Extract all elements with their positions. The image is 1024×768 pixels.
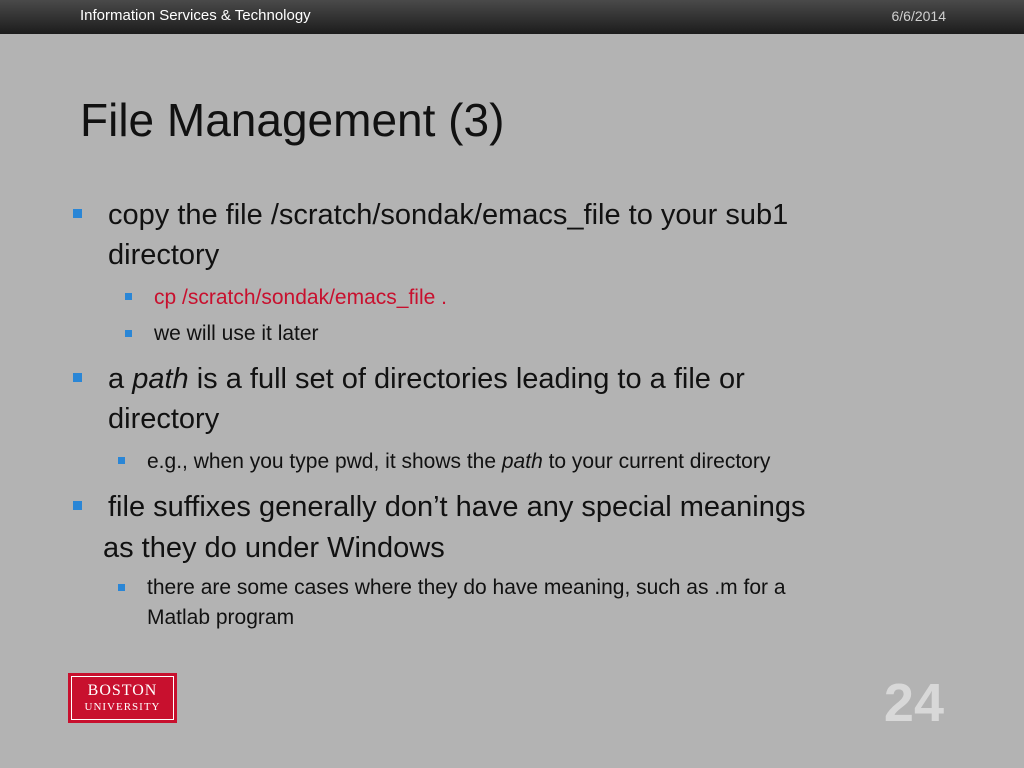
sub-bullet-marker-icon [118, 584, 125, 591]
sub-bullet-text-continued: Matlab program [147, 606, 295, 629]
logo-frame [71, 676, 174, 720]
boston-university-logo [68, 673, 177, 723]
slide-date: 6/6/2014 [891, 8, 946, 24]
organization-name: Information Services & Technology [80, 7, 311, 24]
bullet-text-rest: is a full set of directories leading to a file or [188, 363, 745, 395]
sub-bullet-suffix: to your current directory [542, 450, 771, 473]
slide-title: File Management (3) [80, 94, 505, 146]
sub-bullet-prefix: e.g., when you type pwd, it shows the [147, 450, 502, 473]
header-bar [0, 0, 1024, 34]
sub-bullet-command: cp /scratch/sondak/emacs_file . [154, 286, 447, 309]
logo-line-boston: BOSTON [87, 682, 158, 699]
bullet-text-continued: as they do under Windows [103, 532, 445, 564]
bullet-text-continued: directory [108, 403, 220, 435]
bullet-marker-icon [73, 373, 82, 382]
bullet-marker-icon [73, 209, 82, 218]
bullet-text [108, 359, 745, 399]
bullet-text-continued: directory [108, 239, 220, 271]
sub-bullet-text [147, 447, 770, 477]
logo-line-university: UNIVERSITY [84, 701, 161, 713]
path-emphasis: path [132, 363, 189, 395]
bullet-text: copy the file /scratch/sondak/emacs_file to your sub1 [108, 199, 789, 231]
sub-bullet-marker-icon [118, 457, 125, 464]
bullet-marker-icon [73, 501, 82, 510]
sub-bullet-text: we will use it later [154, 322, 319, 345]
sub-bullet-marker-icon [125, 293, 132, 300]
path-emphasis: path [501, 450, 543, 473]
sub-bullet-text: there are some cases where they do have meaning, such as .m for a [147, 576, 786, 599]
bullet-text-prefix: a [108, 363, 133, 395]
sub-bullet-marker-icon [125, 330, 132, 337]
bullet-text: file suffixes generally don’t have any special meanings [108, 491, 806, 523]
slide-number: 24 [883, 673, 944, 733]
